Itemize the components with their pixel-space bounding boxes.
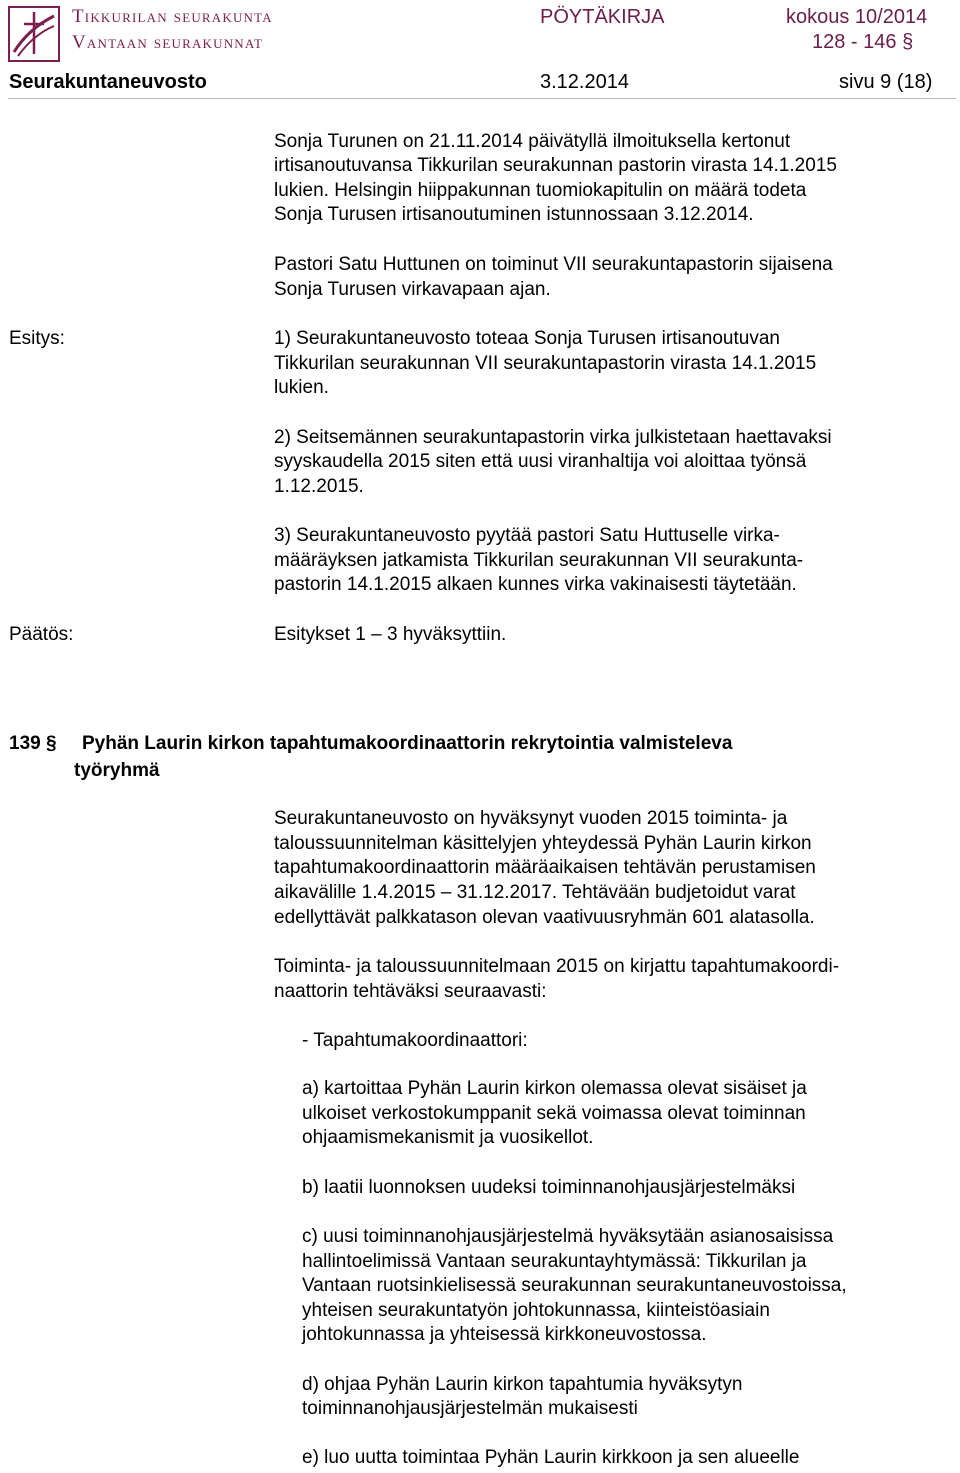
church-logo-icon [8, 6, 60, 62]
duty-c-line: johtokunnassa ja yhteisessä kirkkoneuvostossa. [302, 1324, 707, 1345]
section-number: 139 § [9, 733, 57, 754]
duty-c-line: c) uusi toiminnanohjausjärjestelmä hyväksytään asianosaisissa [302, 1226, 834, 1247]
duty-c-line: yhteisen seurakuntatyön johtokunnassa, kiinteistöasiain [302, 1300, 770, 1321]
page-number: sivu 9 (18) [839, 71, 933, 93]
duty-d-line: toiminnanohjausjärjestelmän mukaisesti [302, 1398, 638, 1419]
duty-a-line: a) kartoittaa Pyhän Laurin kirkon olemassa olevat sisäiset ja [302, 1078, 807, 1099]
substitute-line: Pastori Satu Huttunen on toiminut VII seurakuntapastorin sijaisena [274, 254, 833, 275]
proposal-label: Esitys: [9, 328, 65, 349]
proposal-2-line: syyskaudella 2015 siten että uusi viranhaltija voi aloittaa työnsä [274, 451, 807, 472]
board-name: Seurakuntaneuvosto [9, 71, 207, 93]
plan-line: Toiminta- ja taloussuunnitelmaan 2015 on kirjattu tapahtumakoordi- [274, 956, 840, 977]
proposal-3-line: pastorin 14.1.2015 alkaen kunnes virka vakinaisesti täytetään. [274, 574, 797, 595]
plan-line: naattorin tehtäväksi seuraavasti: [274, 981, 547, 1002]
duty-b: b) laatii luonnoksen uudeksi toiminnanohjausjärjestelmäksi [302, 1177, 796, 1198]
intro-line: Sonja Turunen on 21.11.2014 päivätyllä ilmoituksella kertonut [274, 131, 791, 152]
section-title: Pyhän Laurin kirkon tapahtumakoordinaattorin rekrytointia valmisteleva [82, 733, 733, 754]
duty-c-line: Vantaan ruotsinkielisessä seurakunnan seurakuntaneuvostoissa, [302, 1275, 847, 1296]
substitute-line: Sonja Turusen virkavapaan ajan. [274, 279, 551, 300]
proposal-1-line: Tikkurilan seurakunnan VII seurakuntapastorin virasta 14.1.2015 [274, 353, 817, 374]
section-title-cont: työryhmä [74, 760, 160, 781]
duty-e: e) luo uutta toimintaa Pyhän Laurin kirkkoon ja sen alueelle [302, 1447, 800, 1468]
org-name-line2: Vantaan seurakunnat [72, 32, 264, 53]
duty-a-line: ohjaamismekanismit ja vuosikellot. [302, 1127, 594, 1148]
background-line: Seurakuntaneuvosto on hyväksynyt vuoden 2015 toiminta- ja [274, 808, 788, 829]
intro-line: lukien. Helsingin hiippakunnan tuomiokapitulin on määrä todeta [274, 180, 807, 201]
meeting-number: kokous 10/2014 [786, 6, 928, 28]
document-type: PÖYTÄKIRJA [540, 6, 665, 28]
background-line: aikavälille 1.4.2015 – 31.12.2017. Tehtävään budjetoidut varat [274, 882, 796, 903]
duties-title: - Tapahtumakoordinaattori: [302, 1030, 528, 1051]
proposal-2-line: 2) Seitsemännen seurakuntapastorin virka julkistetaan haettavaksi [274, 427, 832, 448]
background-line: taloussuunnitelman käsittelyjen yhteydessä Pyhän Laurin kirkon [274, 833, 812, 854]
meeting-date: 3.12.2014 [540, 71, 629, 93]
decision-text: Esitykset 1 – 3 hyväksyttiin. [274, 624, 507, 645]
background-line: edellyttävät palkkatason olevan vaativuusryhmän 601 alatasolla. [274, 907, 815, 928]
proposal-3-line: määräyksen jatkamista Tikkurilan seurakunnan VII seurakunta- [274, 550, 804, 571]
duty-d-line: d) ohjaa Pyhän Laurin kirkon tapahtumia hyväksytyn [302, 1374, 743, 1395]
proposal-3-line: 3) Seurakuntaneuvosto pyytää pastori Satu Huttuselle virka- [274, 525, 780, 546]
proposal-1-line: 1) Seurakuntaneuvosto toteaa Sonja Turusen irtisanoutuvan [274, 328, 780, 349]
duty-c-line: hallintoelimissä Vantaan seurakuntayhtymässä: Tikkurilan ja [302, 1251, 807, 1272]
proposal-1-line: lukien. [274, 377, 329, 398]
proposal-2-line: 1.12.2015. [274, 476, 364, 497]
intro-line: irtisanoutuvansa Tikkurilan seurakunnan pastorin virasta 14.1.2015 [274, 155, 837, 176]
decision-label: Päätös: [9, 624, 74, 645]
intro-line: Sonja Turusen irtisanoutuminen istunnossaan 3.12.2014. [274, 204, 754, 225]
section-range: 128 - 146 § [812, 31, 914, 53]
background-line: tapahtumakoordinaattorin määräaikaisen tehtävän perustamisen [274, 857, 816, 878]
duty-a-line: ulkoiset verkostokumppanit sekä voimassa olevat toiminnan [302, 1103, 806, 1124]
header-divider [8, 98, 956, 99]
org-name-line1: Tikkurilan seurakunta [72, 6, 273, 27]
